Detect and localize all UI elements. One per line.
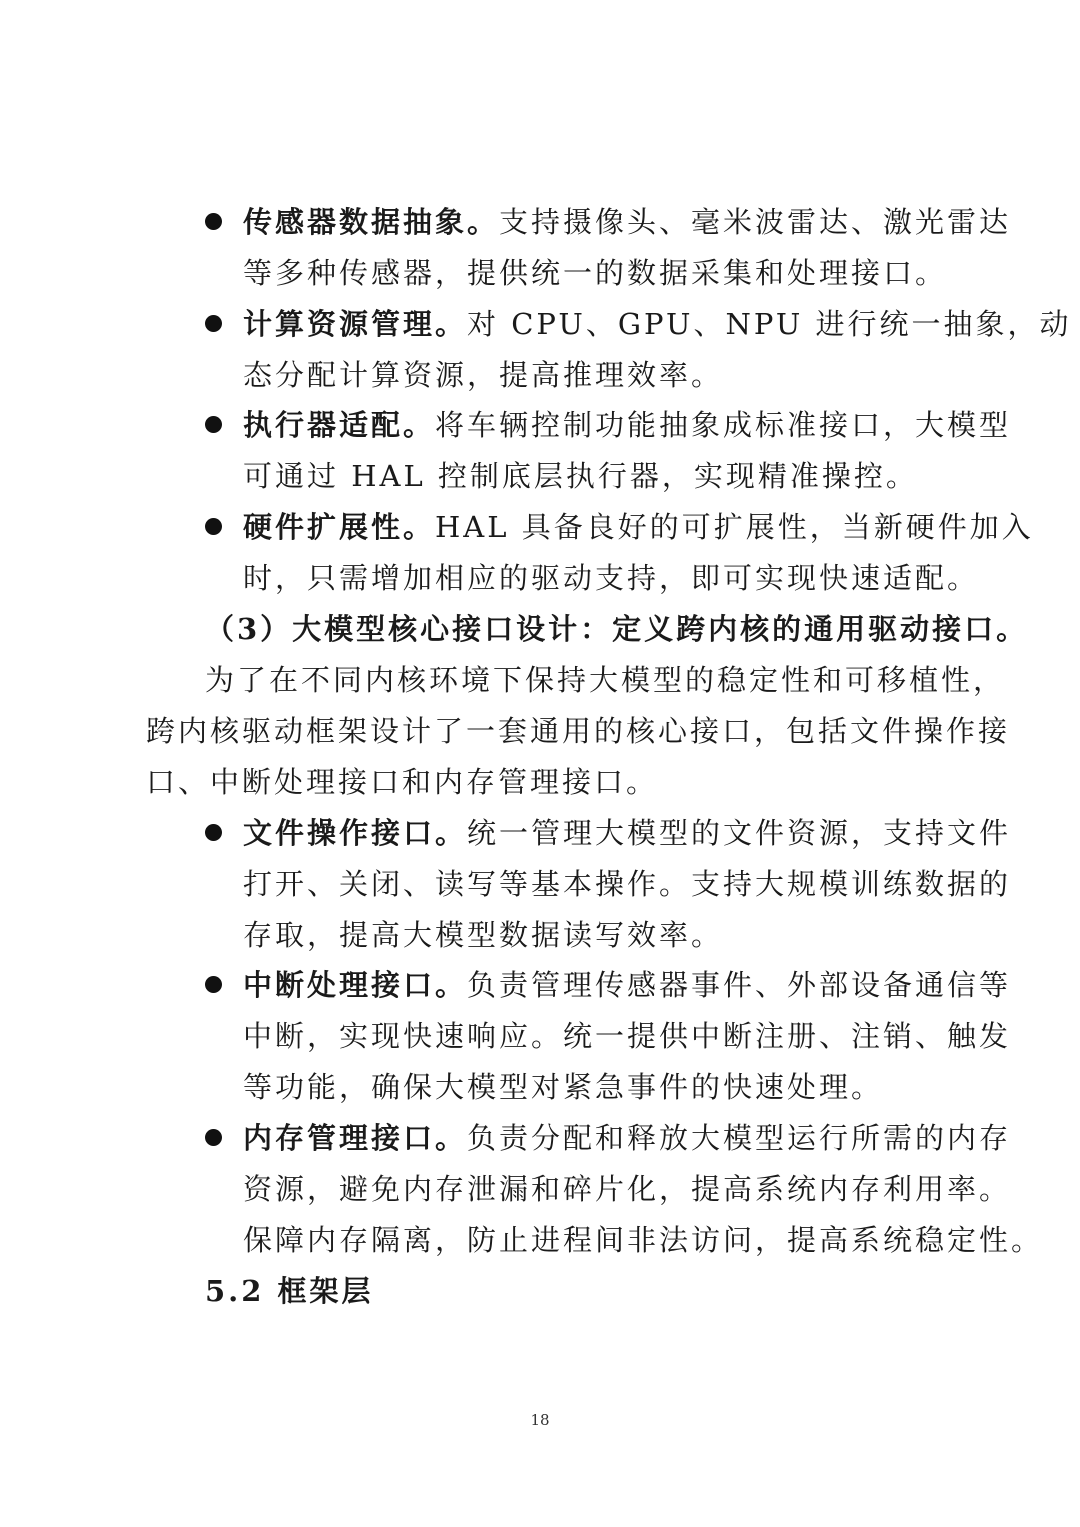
intro-paragraph-line2: 跨内核驱动框架设计了一套通用的核心接口，包括文件操作接 [146,714,1011,748]
bullet-icon [205,416,222,433]
sensor-item-text: 支持摄像头、毫米波雷达、激光雷达 [499,205,1012,239]
hardware-item-line1 [243,509,1034,545]
file-item-line3: 存取，提高大模型数据读写效率。 [243,918,724,952]
compute-item-line1 [243,306,1072,342]
sensor-item-title: 传感器数据抽象。 [243,205,500,239]
interrupt-item-text: 负责管理传感器事件、外部设备通信等 [467,968,1012,1002]
bullet-icon [205,518,222,535]
memory-item-title: 内存管理接口。 [243,1121,468,1155]
interrupt-item-title: 中断处理接口。 [243,968,468,1002]
memory-item-line3: 保障内存隔离，防止进程间非法访问，提高系统稳定性。 [243,1223,1044,1257]
interrupt-item-line2: 中断，实现快速响应。统一提供中断注册、注销、触发 [243,1019,1012,1053]
hardware-item-text: HAL 具备良好的可扩展性，当新硬件加入 [435,510,1034,544]
page-number: 18 [530,1411,550,1429]
intro-paragraph-line3: 口、中断处理接口和内存管理接口。 [146,765,659,799]
sensor-item-line2: 等多种传感器，提供统一的数据采集和处理接口。 [243,256,948,290]
file-item-line1 [243,815,1011,851]
hardware-item-title: 硬件扩展性。 [243,510,436,544]
sensor-item-line1 [243,204,1011,240]
intro-paragraph-line1: 为了在不同内核环境下保持大模型的稳定性和可移植性， [205,663,1006,697]
bullet-icon [205,213,222,230]
memory-item-text: 负责分配和释放大模型运行所需的内存 [467,1121,1012,1155]
section-3-heading: （3）大模型核心接口设计：定义跨内核的通用驱动接口。 [205,612,1029,646]
compute-item-line2: 态分配计算资源，提高推理效率。 [243,358,724,392]
bullet-icon [205,315,222,332]
bullet-icon [205,976,222,993]
actuator-item-line1 [243,407,1011,443]
file-item-title: 文件操作接口。 [243,816,468,850]
interrupt-item-line3: 等功能，确保大模型对紧急事件的快速处理。 [243,1070,884,1104]
file-item-line2: 打开、关闭、读写等基本操作。支持大规模训练数据的 [243,867,1012,901]
memory-item-line2: 资源，避免内存泄漏和碎片化，提高系统内存利用率。 [243,1172,1012,1206]
actuator-item-title: 执行器适配。 [243,408,436,442]
compute-item-text: 对 CPU、GPU、NPU 进行统一抽象，动 [467,307,1072,341]
compute-item-title: 计算资源管理。 [243,307,468,341]
bullet-icon [205,1129,222,1146]
file-item-text: 统一管理大模型的文件资源，支持文件 [467,816,1012,850]
hardware-item-line2: 时，只需增加相应的驱动支持，即可实现快速适配。 [243,561,980,595]
interrupt-item-line1 [243,967,1011,1003]
bullet-icon [205,824,222,841]
section-5-2-heading: 5.2 框架层 [205,1274,374,1308]
actuator-item-text: 将车辆控制功能抽象成标准接口，大模型 [435,408,1012,442]
actuator-item-line2: 可通过 HAL 控制底层执行器，实现精准操控。 [243,459,918,493]
memory-item-line1 [243,1120,1011,1156]
